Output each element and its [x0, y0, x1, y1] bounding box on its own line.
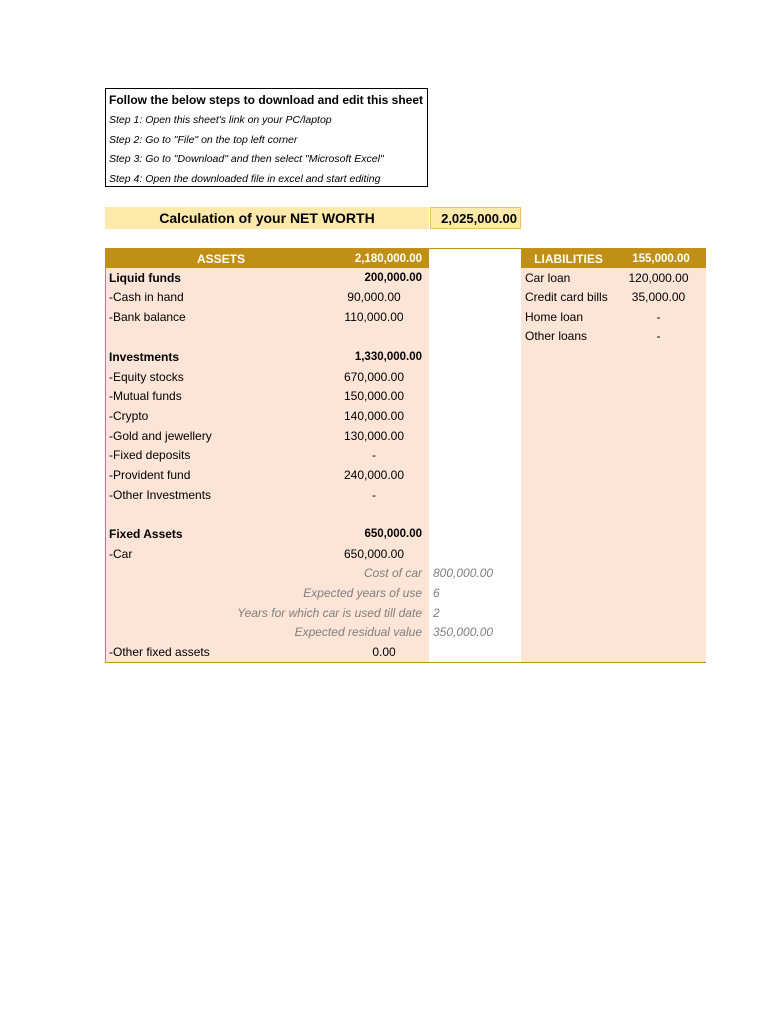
liabilities-header — [521, 249, 706, 268]
investments-total[interactable]: 1,330,000.00 — [354, 351, 422, 363]
cash-in-hand-value[interactable]: 90,000.00 — [347, 290, 401, 304]
expected-years-label: Expected years of use — [303, 586, 422, 600]
car-loan-value[interactable]: 120,000.00 — [628, 271, 689, 285]
years-used-value[interactable]: 2 — [433, 606, 440, 620]
cost-of-car-value[interactable]: 800,000.00 — [433, 566, 494, 580]
net-worth-value[interactable]: 2,025,000.00 — [430, 207, 521, 229]
fixed-deposits-label: -Fixed deposits — [109, 448, 191, 462]
net-worth-sheet — [105, 248, 706, 663]
equity-stocks-label: -Equity stocks — [109, 370, 184, 384]
bank-balance-value[interactable]: 110,000.00 — [344, 310, 404, 324]
cash-in-hand-label: -Cash in hand — [109, 290, 184, 304]
other-fixed-assets-value[interactable]: 0.00 — [372, 645, 396, 659]
fixed-deposits-value[interactable]: - — [372, 448, 376, 462]
residual-value-label: Expected residual value — [294, 625, 422, 639]
mutual-funds-value[interactable]: 150,000.00 — [343, 389, 405, 403]
assets-total: 2,180,000.00 — [354, 252, 422, 265]
net-worth-label: Calculation of your NET WORTH — [105, 207, 429, 229]
years-used-label: Years for which car is used till date — [237, 606, 422, 620]
expected-years-value[interactable]: 6 — [433, 586, 440, 600]
provident-fund-label: -Provident fund — [109, 468, 191, 482]
home-loan-label: Home loan — [525, 310, 584, 324]
mutual-funds-label: -Mutual funds — [109, 389, 182, 403]
fixed-assets-label: Fixed Assets — [109, 527, 183, 541]
cost-of-car-label: Cost of car — [363, 566, 422, 580]
bank-balance-label: -Bank balance — [109, 310, 186, 324]
car-loan-label: Car loan — [525, 271, 571, 285]
car-value[interactable]: 650,000.00 — [343, 547, 405, 561]
assets-header — [106, 249, 429, 268]
other-loans-value[interactable]: - — [656, 329, 661, 343]
instruction-step-3: Step 3: Go to "Download" and then select "Microsoft Excel" — [109, 153, 384, 165]
gold-jewellery-label: -Gold and jewellery — [109, 429, 212, 443]
gold-jewellery-value[interactable]: 130,000.00 — [343, 429, 405, 443]
provident-fund-value[interactable]: 240,000.00 — [343, 468, 405, 482]
equity-stocks-value[interactable]: 670,000.00 — [343, 370, 405, 384]
other-fixed-assets-label: -Other fixed assets — [109, 645, 210, 659]
other-investments-value[interactable]: - — [372, 488, 376, 502]
instruction-step-4: Step 4: Open the downloaded file in excel and start editing — [109, 173, 381, 185]
crypto-label: -Crypto — [109, 409, 149, 423]
assets-header-label: ASSETS — [196, 251, 245, 266]
crypto-value[interactable]: 140,000.00 — [343, 409, 405, 423]
instructions-box — [105, 88, 428, 187]
instructions-title: Follow the below steps to download and edit this sheet — [109, 93, 424, 107]
investments-label: Investments — [109, 350, 180, 364]
instruction-step-2: Step 2: Go to "File" on the top left corner — [109, 134, 298, 146]
residual-value-value[interactable]: 350,000.00 — [433, 625, 494, 639]
liabilities-total: 155,000.00 — [632, 252, 690, 265]
instruction-step-1: Step 1: Open this sheet's link on your PC/laptop — [109, 114, 332, 126]
other-loans-label: Other loans — [525, 329, 588, 343]
other-investments-label: -Other Investments — [109, 488, 212, 502]
credit-card-label: Credit card bills — [525, 290, 608, 304]
liabilities-header-label: LIABILITIES — [534, 251, 603, 266]
car-label: -Car — [109, 547, 133, 561]
liquid-funds-total[interactable]: 200,000.00 — [364, 272, 422, 284]
liquid-funds-label: Liquid funds — [109, 271, 181, 285]
credit-card-value[interactable]: 35,000.00 — [631, 290, 686, 304]
home-loan-value[interactable]: - — [656, 310, 661, 324]
fixed-assets-total[interactable]: 650,000.00 — [364, 528, 422, 540]
